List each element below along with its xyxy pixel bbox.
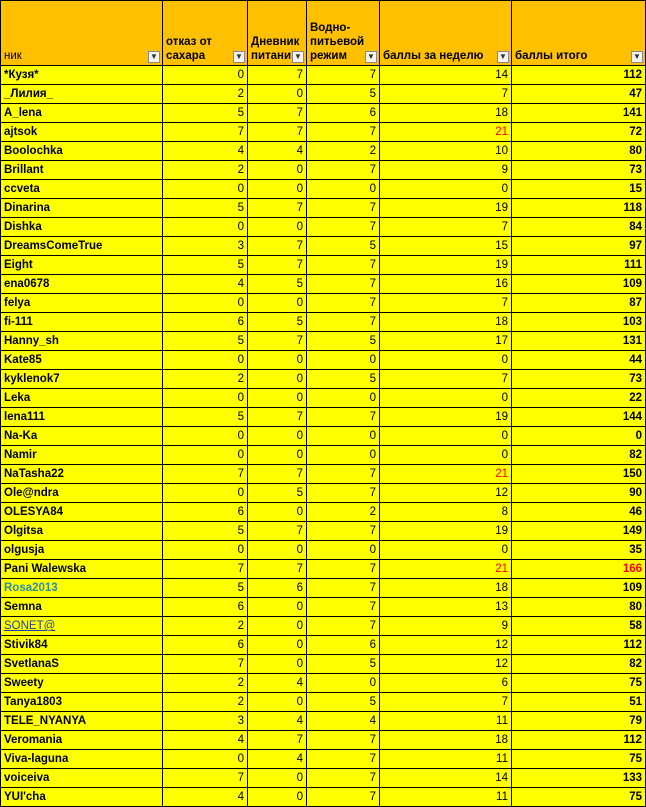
cell-nick[interactable]: YUI'cha <box>1 788 163 807</box>
cell-water[interactable]: 2 <box>307 142 380 161</box>
table-row <box>1 598 646 617</box>
cell-sugar[interactable]: 5 <box>163 522 248 541</box>
cell-sugar[interactable]: 3 <box>163 237 248 256</box>
cell-water[interactable]: 7 <box>307 275 380 294</box>
cell-nick[interactable]: Sweety <box>1 674 163 693</box>
cell-total[interactable]: 90 <box>512 484 646 503</box>
cell-sugar[interactable]: 0 <box>163 294 248 313</box>
cell-sugar[interactable]: 0 <box>163 541 248 560</box>
cell-diary[interactable]: 0 <box>248 636 307 655</box>
cell-nick[interactable]: Pani Walewska <box>1 560 163 579</box>
table-row <box>1 731 646 750</box>
cell-diary[interactable]: 7 <box>248 66 307 85</box>
cell-week[interactable]: 11 <box>380 788 512 807</box>
table-row <box>1 180 646 199</box>
cell-water[interactable]: 5 <box>307 237 380 256</box>
cell-sugar[interactable]: 0 <box>163 389 248 408</box>
table-row <box>1 408 646 427</box>
cell-diary[interactable]: 7 <box>248 465 307 484</box>
cell-water[interactable]: 7 <box>307 294 380 313</box>
cell-diary[interactable]: 7 <box>248 199 307 218</box>
cell-diary[interactable]: 0 <box>248 598 307 617</box>
cell-water[interactable]: 6 <box>307 636 380 655</box>
cell-sugar[interactable]: 4 <box>163 731 248 750</box>
table-row <box>1 522 646 541</box>
dropdown-arrow-icon[interactable]: ▼ <box>233 51 245 63</box>
cell-week[interactable]: 21 <box>380 560 512 579</box>
cell-week[interactable]: 8 <box>380 503 512 522</box>
cell-week[interactable]: 0 <box>380 351 512 370</box>
cell-total[interactable]: 80 <box>512 598 646 617</box>
header-sugar <box>163 1 248 66</box>
cell-total[interactable]: 35 <box>512 541 646 560</box>
cell-diary[interactable]: 0 <box>248 617 307 636</box>
cell-week[interactable]: 14 <box>380 769 512 788</box>
cell-sugar[interactable]: 0 <box>163 218 248 237</box>
cell-nick[interactable]: SONET@ <box>1 617 163 636</box>
cell-diary[interactable]: 7 <box>248 237 307 256</box>
cell-nick[interactable]: A_lena <box>1 104 163 123</box>
cell-total[interactable]: 131 <box>512 332 646 351</box>
cell-water[interactable]: 0 <box>307 427 380 446</box>
cell-nick[interactable]: ajtsok <box>1 123 163 142</box>
cell-sugar[interactable]: 0 <box>163 484 248 503</box>
cell-water[interactable]: 7 <box>307 769 380 788</box>
cell-week[interactable]: 9 <box>380 161 512 180</box>
cell-water[interactable]: 5 <box>307 332 380 351</box>
cell-diary[interactable]: 7 <box>248 408 307 427</box>
cell-week[interactable]: 11 <box>380 712 512 731</box>
cell-week[interactable]: 0 <box>380 389 512 408</box>
cell-water[interactable]: 7 <box>307 731 380 750</box>
cell-water[interactable]: 7 <box>307 484 380 503</box>
cell-week[interactable]: 0 <box>380 427 512 446</box>
cell-week[interactable]: 19 <box>380 256 512 275</box>
cell-diary[interactable]: 0 <box>248 351 307 370</box>
cell-water[interactable]: 7 <box>307 199 380 218</box>
header-label: баллы за неделю <box>383 50 484 62</box>
cell-total[interactable]: 46 <box>512 503 646 522</box>
cell-total[interactable]: 82 <box>512 446 646 465</box>
cell-water[interactable]: 5 <box>307 370 380 389</box>
cell-week[interactable]: 7 <box>380 85 512 104</box>
cell-sugar[interactable]: 7 <box>163 465 248 484</box>
cell-diary[interactable]: 7 <box>248 332 307 351</box>
cell-sugar[interactable]: 0 <box>163 750 248 769</box>
cell-water[interactable]: 7 <box>307 579 380 598</box>
table-row <box>1 85 646 104</box>
table-row <box>1 313 646 332</box>
cell-water[interactable]: 7 <box>307 750 380 769</box>
cell-sugar[interactable]: 0 <box>163 351 248 370</box>
cell-sugar[interactable]: 0 <box>163 446 248 465</box>
cell-nick[interactable]: NaTasha22 <box>1 465 163 484</box>
cell-water[interactable]: 7 <box>307 788 380 807</box>
cell-nick[interactable]: _Лилия_ <box>1 85 163 104</box>
cell-sugar[interactable]: 0 <box>163 66 248 85</box>
cell-sugar[interactable]: 5 <box>163 104 248 123</box>
cell-diary[interactable]: 0 <box>248 769 307 788</box>
table-row <box>1 161 646 180</box>
cell-water[interactable]: 7 <box>307 598 380 617</box>
cell-diary[interactable]: 5 <box>248 313 307 332</box>
cell-diary[interactable]: 4 <box>248 142 307 161</box>
cell-diary[interactable]: 7 <box>248 123 307 142</box>
header-row <box>1 1 646 66</box>
cell-total[interactable]: 79 <box>512 712 646 731</box>
table-row <box>1 256 646 275</box>
cell-diary[interactable]: 5 <box>248 275 307 294</box>
table-row <box>1 370 646 389</box>
cell-nick[interactable]: Rosa2013 <box>1 579 163 598</box>
cell-diary[interactable]: 0 <box>248 161 307 180</box>
cell-week[interactable]: 13 <box>380 598 512 617</box>
header-total <box>512 1 646 66</box>
table-row <box>1 199 646 218</box>
header-nick <box>1 1 163 66</box>
header-diary <box>248 1 307 66</box>
cell-water[interactable]: 5 <box>307 693 380 712</box>
cell-total[interactable]: 73 <box>512 370 646 389</box>
cell-sugar[interactable]: 0 <box>163 427 248 446</box>
cell-total[interactable]: 75 <box>512 674 646 693</box>
cell-week[interactable]: 12 <box>380 484 512 503</box>
table-row <box>1 579 646 598</box>
cell-week[interactable]: 10 <box>380 142 512 161</box>
cell-total[interactable]: 112 <box>512 66 646 85</box>
cell-water[interactable]: 7 <box>307 560 380 579</box>
cell-water[interactable]: 7 <box>307 313 380 332</box>
table-body <box>1 66 646 807</box>
cell-nick[interactable]: OLESYA84 <box>1 503 163 522</box>
cell-sugar[interactable]: 3 <box>163 712 248 731</box>
table-row <box>1 636 646 655</box>
cell-week[interactable]: 19 <box>380 199 512 218</box>
cell-diary[interactable]: 0 <box>248 693 307 712</box>
cell-sugar[interactable]: 5 <box>163 199 248 218</box>
cell-sugar[interactable]: 7 <box>163 655 248 674</box>
cell-week[interactable]: 11 <box>380 750 512 769</box>
cell-total[interactable]: 112 <box>512 636 646 655</box>
cell-total[interactable]: 112 <box>512 731 646 750</box>
cell-water[interactable]: 7 <box>307 408 380 427</box>
table-row <box>1 427 646 446</box>
cell-sugar[interactable]: 4 <box>163 788 248 807</box>
cell-nick[interactable]: lena111 <box>1 408 163 427</box>
cell-diary[interactable]: 7 <box>248 522 307 541</box>
cell-total[interactable]: 84 <box>512 218 646 237</box>
cell-diary[interactable]: 7 <box>248 731 307 750</box>
cell-water[interactable]: 7 <box>307 617 380 636</box>
dropdown-arrow-icon[interactable]: ▼ <box>365 51 377 63</box>
cell-nick[interactable]: Hanny_sh <box>1 332 163 351</box>
cell-total[interactable]: 111 <box>512 256 646 275</box>
cell-total[interactable]: 149 <box>512 522 646 541</box>
cell-week[interactable]: 7 <box>380 218 512 237</box>
cell-nick[interactable]: Stivik84 <box>1 636 163 655</box>
table-row <box>1 503 646 522</box>
table-row <box>1 123 646 142</box>
dropdown-arrow-icon[interactable]: ▼ <box>292 51 304 63</box>
cell-sugar[interactable]: 2 <box>163 693 248 712</box>
dropdown-arrow-icon[interactable]: ▼ <box>497 51 509 63</box>
cell-nick[interactable]: DreamsComeTrue <box>1 237 163 256</box>
table-row <box>1 332 646 351</box>
cell-nick[interactable]: fi-111 <box>1 313 163 332</box>
cell-week[interactable]: 0 <box>380 541 512 560</box>
cell-nick[interactable]: Veromania <box>1 731 163 750</box>
cell-diary[interactable]: 0 <box>248 427 307 446</box>
cell-water[interactable]: 7 <box>307 161 380 180</box>
cell-week[interactable]: 0 <box>380 180 512 199</box>
cell-nick[interactable]: Kate85 <box>1 351 163 370</box>
cell-nick[interactable]: TELE_NYANYA <box>1 712 163 731</box>
cell-total[interactable]: 80 <box>512 142 646 161</box>
cell-sugar[interactable]: 5 <box>163 579 248 598</box>
cell-sugar[interactable]: 4 <box>163 142 248 161</box>
cell-week[interactable]: 21 <box>380 123 512 142</box>
header-label: баллы итого <box>515 50 588 62</box>
cell-water[interactable]: 0 <box>307 674 380 693</box>
dropdown-arrow-icon[interactable]: ▼ <box>148 51 160 63</box>
cell-sugar[interactable]: 4 <box>163 275 248 294</box>
table-row <box>1 674 646 693</box>
cell-nick[interactable]: Olgitsa <box>1 522 163 541</box>
cell-week[interactable]: 7 <box>380 370 512 389</box>
cell-diary[interactable]: 7 <box>248 104 307 123</box>
cell-diary[interactable]: 0 <box>248 541 307 560</box>
cell-diary[interactable]: 4 <box>248 750 307 769</box>
cell-total[interactable]: 51 <box>512 693 646 712</box>
cell-week[interactable]: 21 <box>380 465 512 484</box>
cell-total[interactable]: 72 <box>512 123 646 142</box>
table-row <box>1 446 646 465</box>
table-row <box>1 351 646 370</box>
cell-total[interactable]: 144 <box>512 408 646 427</box>
cell-nick[interactable]: olgusja <box>1 541 163 560</box>
cell-nick[interactable]: voiceiva <box>1 769 163 788</box>
cell-nick[interactable]: ena0678 <box>1 275 163 294</box>
cell-nick[interactable]: Brillant <box>1 161 163 180</box>
cell-nick[interactable]: Eight <box>1 256 163 275</box>
cell-sugar[interactable]: 2 <box>163 674 248 693</box>
cell-nick[interactable]: Boolochka <box>1 142 163 161</box>
cell-week[interactable]: 17 <box>380 332 512 351</box>
dropdown-arrow-icon[interactable]: ▼ <box>631 51 643 63</box>
table-row <box>1 237 646 256</box>
cell-nick[interactable]: Leka <box>1 389 163 408</box>
cell-sugar[interactable]: 6 <box>163 313 248 332</box>
cell-diary[interactable]: 4 <box>248 712 307 731</box>
cell-total[interactable]: 118 <box>512 199 646 218</box>
cell-water[interactable]: 5 <box>307 655 380 674</box>
cell-total[interactable]: 133 <box>512 769 646 788</box>
cell-week[interactable]: 19 <box>380 522 512 541</box>
cell-diary[interactable]: 0 <box>248 655 307 674</box>
cell-week[interactable]: 9 <box>380 617 512 636</box>
cell-nick[interactable]: felya <box>1 294 163 313</box>
cell-water[interactable]: 4 <box>307 712 380 731</box>
cell-sugar[interactable]: 2 <box>163 161 248 180</box>
cell-diary[interactable]: 0 <box>248 294 307 313</box>
table-row <box>1 769 646 788</box>
cell-diary[interactable]: 0 <box>248 389 307 408</box>
cell-nick[interactable]: Na-Ka <box>1 427 163 446</box>
table-row <box>1 560 646 579</box>
cell-diary[interactable]: 7 <box>248 256 307 275</box>
cell-week[interactable]: 19 <box>380 408 512 427</box>
cell-sugar[interactable]: 5 <box>163 256 248 275</box>
table-row <box>1 218 646 237</box>
cell-diary[interactable]: 0 <box>248 218 307 237</box>
table-row <box>1 66 646 85</box>
cell-diary[interactable]: 6 <box>248 579 307 598</box>
cell-water[interactable]: 7 <box>307 218 380 237</box>
cell-nick[interactable]: Viva-laguna <box>1 750 163 769</box>
cell-total[interactable]: 87 <box>512 294 646 313</box>
cell-diary[interactable]: 0 <box>248 788 307 807</box>
header-label: отказ от сахара <box>166 36 212 62</box>
cell-week[interactable]: 18 <box>380 104 512 123</box>
cell-total[interactable]: 103 <box>512 313 646 332</box>
cell-sugar[interactable]: 5 <box>163 332 248 351</box>
cell-total[interactable]: 75 <box>512 750 646 769</box>
cell-sugar[interactable]: 7 <box>163 769 248 788</box>
cell-total[interactable]: 73 <box>512 161 646 180</box>
cell-sugar[interactable]: 7 <box>163 560 248 579</box>
table-row <box>1 655 646 674</box>
cell-water[interactable]: 7 <box>307 256 380 275</box>
cell-total[interactable]: 109 <box>512 275 646 294</box>
header-week <box>380 1 512 66</box>
header-label: ник <box>4 50 22 62</box>
cell-diary[interactable]: 0 <box>248 180 307 199</box>
cell-sugar[interactable]: 2 <box>163 85 248 104</box>
cell-water[interactable]: 7 <box>307 66 380 85</box>
table-row <box>1 389 646 408</box>
header-water <box>307 1 380 66</box>
cell-water[interactable]: 0 <box>307 446 380 465</box>
cell-total[interactable]: 58 <box>512 617 646 636</box>
cell-sugar[interactable]: 6 <box>163 598 248 617</box>
cell-diary[interactable]: 7 <box>248 560 307 579</box>
cell-sugar[interactable]: 5 <box>163 408 248 427</box>
cell-total[interactable]: 15 <box>512 180 646 199</box>
cell-week[interactable]: 7 <box>380 294 512 313</box>
cell-water[interactable]: 0 <box>307 180 380 199</box>
cell-total[interactable]: 150 <box>512 465 646 484</box>
table-row <box>1 750 646 769</box>
cell-nick[interactable]: Semna <box>1 598 163 617</box>
cell-week[interactable]: 7 <box>380 693 512 712</box>
cell-sugar[interactable]: 6 <box>163 636 248 655</box>
cell-week[interactable]: 12 <box>380 655 512 674</box>
cell-diary[interactable]: 4 <box>248 674 307 693</box>
table-row <box>1 617 646 636</box>
cell-week[interactable]: 18 <box>380 731 512 750</box>
table-row <box>1 294 646 313</box>
cell-nick[interactable]: Namir <box>1 446 163 465</box>
cell-total[interactable]: 97 <box>512 237 646 256</box>
table-row <box>1 693 646 712</box>
cell-week[interactable]: 12 <box>380 636 512 655</box>
cell-total[interactable]: 82 <box>512 655 646 674</box>
cell-week[interactable]: 18 <box>380 579 512 598</box>
table-row <box>1 484 646 503</box>
cell-nick[interactable]: SvetlanaS <box>1 655 163 674</box>
cell-sugar[interactable]: 0 <box>163 180 248 199</box>
cell-total[interactable]: 75 <box>512 788 646 807</box>
cell-total[interactable]: 44 <box>512 351 646 370</box>
table-row <box>1 104 646 123</box>
cell-diary[interactable]: 5 <box>248 484 307 503</box>
cell-sugar[interactable]: 2 <box>163 617 248 636</box>
cell-week[interactable]: 16 <box>380 275 512 294</box>
header-label: Водно- питьевой режим <box>310 22 365 62</box>
cell-total[interactable]: 0 <box>512 427 646 446</box>
table-row <box>1 142 646 161</box>
cell-week[interactable]: 15 <box>380 237 512 256</box>
cell-nick[interactable]: Ole@ndra <box>1 484 163 503</box>
header-label: Дневник питани <box>251 36 300 62</box>
cell-week[interactable]: 18 <box>380 313 512 332</box>
cell-total[interactable]: 166 <box>512 560 646 579</box>
cell-water[interactable]: 0 <box>307 541 380 560</box>
cell-total[interactable]: 22 <box>512 389 646 408</box>
cell-total[interactable]: 141 <box>512 104 646 123</box>
cell-sugar[interactable]: 6 <box>163 503 248 522</box>
cell-diary[interactable]: 0 <box>248 370 307 389</box>
cell-nick[interactable]: Tanya1803 <box>1 693 163 712</box>
cell-week[interactable]: 6 <box>380 674 512 693</box>
cell-total[interactable]: 47 <box>512 85 646 104</box>
table-row <box>1 712 646 731</box>
cell-water[interactable]: 0 <box>307 351 380 370</box>
cell-water[interactable]: 7 <box>307 123 380 142</box>
cell-total[interactable]: 109 <box>512 579 646 598</box>
table-row <box>1 788 646 807</box>
cell-sugar[interactable]: 7 <box>163 123 248 142</box>
table-row <box>1 541 646 560</box>
cell-water[interactable]: 7 <box>307 465 380 484</box>
cell-diary[interactable]: 0 <box>248 446 307 465</box>
table-row <box>1 275 646 294</box>
table-row <box>1 465 646 484</box>
cell-diary[interactable]: 0 <box>248 503 307 522</box>
cell-water[interactable]: 7 <box>307 522 380 541</box>
cell-nick[interactable]: Dishka <box>1 218 163 237</box>
cell-sugar[interactable]: 2 <box>163 370 248 389</box>
cell-water[interactable]: 0 <box>307 389 380 408</box>
cell-nick[interactable]: kyklenok7 <box>1 370 163 389</box>
cell-week[interactable]: 14 <box>380 66 512 85</box>
cell-water[interactable]: 5 <box>307 85 380 104</box>
cell-nick[interactable]: *Кузя* <box>1 66 163 85</box>
cell-diary[interactable]: 0 <box>248 85 307 104</box>
cell-week[interactable]: 0 <box>380 446 512 465</box>
cell-nick[interactable]: Dinarina <box>1 199 163 218</box>
cell-water[interactable]: 2 <box>307 503 380 522</box>
cell-water[interactable]: 6 <box>307 104 380 123</box>
cell-nick[interactable]: ccveta <box>1 180 163 199</box>
